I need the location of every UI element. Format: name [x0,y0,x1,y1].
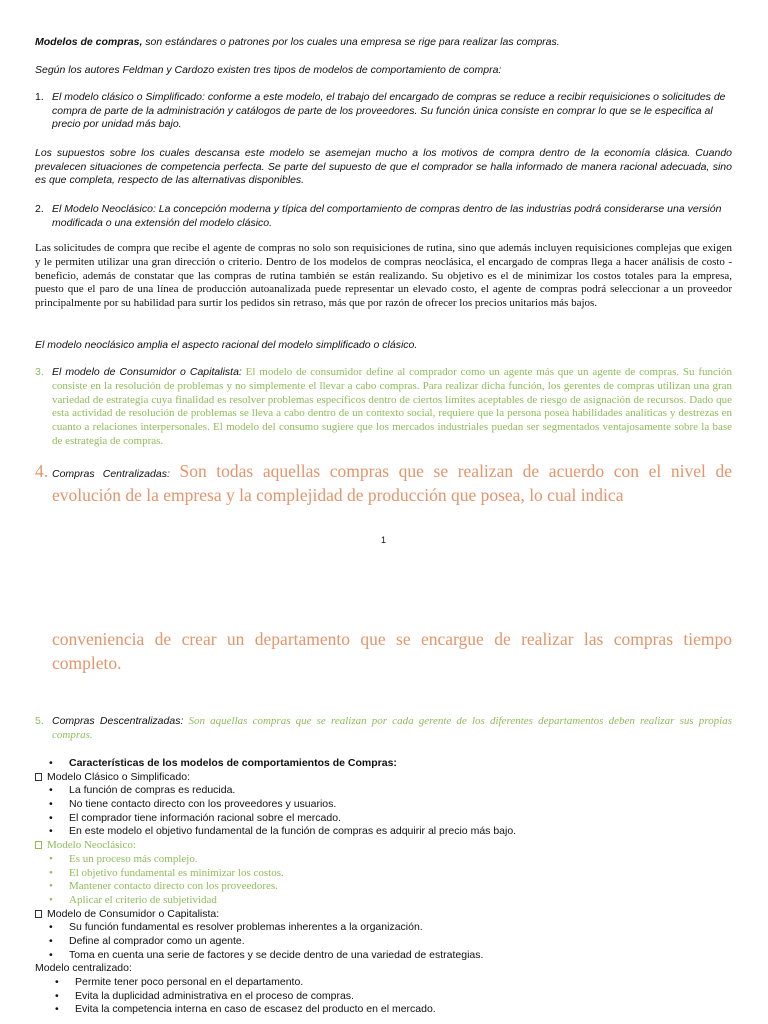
item2-text: El Modelo Neoclásico: La concepción moderna y típica del comportamiento de compras dentro de las industrias podrá considerarse una versión modificada o una extensión del modelo clásico. [52,203,722,229]
supuestos-paragraph: Los supuestos sobre los cuales descansa este modelo se asemejan mucho a los motivos de compra dentro de la economía clásica. Cuando prevalecen situaciones de competencia perfecta. Se parte del supuesto de que el comprador se halla informado de manera racional adecuada, sino es que completa, respecto de las alternativas disponibles. [35,147,732,186]
item2-number: 2. [35,203,44,215]
continuation-paragraph: conveniencia de crear un departamento que se encargue de realizar las compras tiempo completo. [52,629,732,673]
list-item: • Aplicar el criterio de subjetividad [49,893,217,906]
intro-bold: Modelos de compras, [35,36,143,48]
list-item: • El objetivo fundamental es minimizar los costos. [49,866,284,879]
list-item: • Define al comprador como un agente. [49,934,245,947]
list-item: • Evita la duplicidad administrativa en el proceso de compras. [55,989,354,1002]
neoclasico-title: Modelo Neoclásico: [35,839,732,853]
checkbox-glyph-icon [35,910,42,918]
item4-text: Son todas aquellas compras que se realizan de acuerdo con el nivel de evolución de la empresa y la complejidad de producción que posea, lo cual indica [52,461,732,505]
solicitudes-paragraph: Las solicitudes de compra que recibe el agente de compras no solo son requisiciones de rutina, sino que además incluyen requisiciones complejas que exigen y le permiten utilizar una gran dirección o criterio. Dentro de los modelos de compras neoclásica, el encargado de compras llega a hacer análisis de costo - beneficio, además de constatar que las compras de rutina también se están realizando. Su objetivo es el de minimizar los costos totales para la empresa, puesto que el paro de una línea de producción autoanalizada puede representar un elevado costo, el agente de compras podrá seleccionar a un proveedor principalmente por su habilidad para surtir los pedidos sin retraso, más que por razón de ofrecer los precios unitarios más bajos. [35,242,732,310]
authors-paragraph: Según los autores Feldman y Cardozo existen tres tipos de modelos de comportamiento de compra: [35,64,502,76]
consumidor-list [35,921,732,962]
item1-number: 1. [35,91,44,103]
list-item: • Toma en cuenta una serie de factores y se decide dentro de una variedad de estrategias. [49,948,484,961]
consumidor-title: Modelo de Consumidor o Capitalista: [35,908,732,922]
centralizado-list [35,976,732,1017]
clasico-title: Modelo Clásico o Simplificado: [35,771,732,785]
checkbox-glyph-icon [35,841,42,849]
item1-text: El modelo clásico o Simplificado: conforme a este modelo, el trabajo del encargado de compras se reduce a recibir requisiciones o solicitudes de compra de parte de la administración y catálogos de parte de los proveedores. Su función única consiste en comprar lo que se le especifica al precio por unidad más bajo. [52,91,726,130]
neoclasico-list [35,853,732,908]
characteristics-section [35,757,732,1017]
characteristics-title: • Características de los modelos de comportamientos de Compras: [49,757,397,769]
item3-text: El modelo de consumidor define al comprador como un agente más que un agente de compras. Su función consiste en la resolución de problemas y no simplemente el llevar a cabo compras. Para realizar dicha función, los gerentes de compras utilizan una gran variedad de estrategia cuya finalidad es resolver problemas específicos dentro de ciertos límites aceptables de riesgo de asignación de recursos. Dado que esta actividad de resolución de problemas se lleva a cabo dentro de un contexto social, requiere que la persona posea habilidades analíticas y destrezas en cuanto a relaciones interpersonales. El modelo del consumo sugiere que los mercados industriales puedan ser segmentados ventajosamente sobre la base de estrategia de compras. [52,366,732,447]
page-number: 1 [381,535,387,545]
item5-paragraph [52,715,732,743]
item5-number: 5. [35,715,44,727]
centralizado-title: Modelo centralizado: [35,962,132,975]
checkbox-glyph-icon [35,773,42,781]
item4-label: Compras Centralizadas: [52,468,170,480]
list-item: • Permite tener poco personal en el departamento. [55,976,304,988]
list-item: • Evita la competencia interna en caso de escasez del producto en el mercado. [55,1003,436,1016]
intro-paragraph [35,36,732,50]
list-item: • La función de compras es reducida. [49,784,236,797]
item3-paragraph [52,366,732,449]
list-item: • El comprador tiene información racional sobre el mercado. [49,811,341,824]
neoclasico-note: El modelo neoclásico amplia el aspecto racional del modelo simplificado o clásico. [35,339,418,351]
list-item: • Es un proceso más complejo. [49,852,198,865]
item4-number: 4. [35,461,49,481]
item5-text: Son aquellas compras que se realizan por cada gerente de los diferentes departamentos deben realizar sus propias compras. [52,715,732,741]
list-item: • Su función fundamental es resolver problemas inherentes a la organización. [49,921,423,934]
clasico-list [35,784,732,839]
bullet-icon: • [49,757,53,769]
item5-label: Compras Descentralizadas: [52,715,184,727]
item3-label: El modelo de Consumidor o Capitalista: [52,366,242,378]
list-item: • En este modelo el objetivo fundamental de la función de compras es adquirir al precio más bajo. [49,825,517,838]
intro-rest: son estándares o patrones por los cuales una empresa se rige para realizar las compras. [142,36,560,48]
list-item: • No tiene contacto directo con los proveedores y usuarios. [49,798,337,811]
list-item: • Mantener contacto directo con los proveedores. [49,880,278,893]
item3-number: 3. [35,366,44,378]
item4-paragraph [52,460,732,507]
